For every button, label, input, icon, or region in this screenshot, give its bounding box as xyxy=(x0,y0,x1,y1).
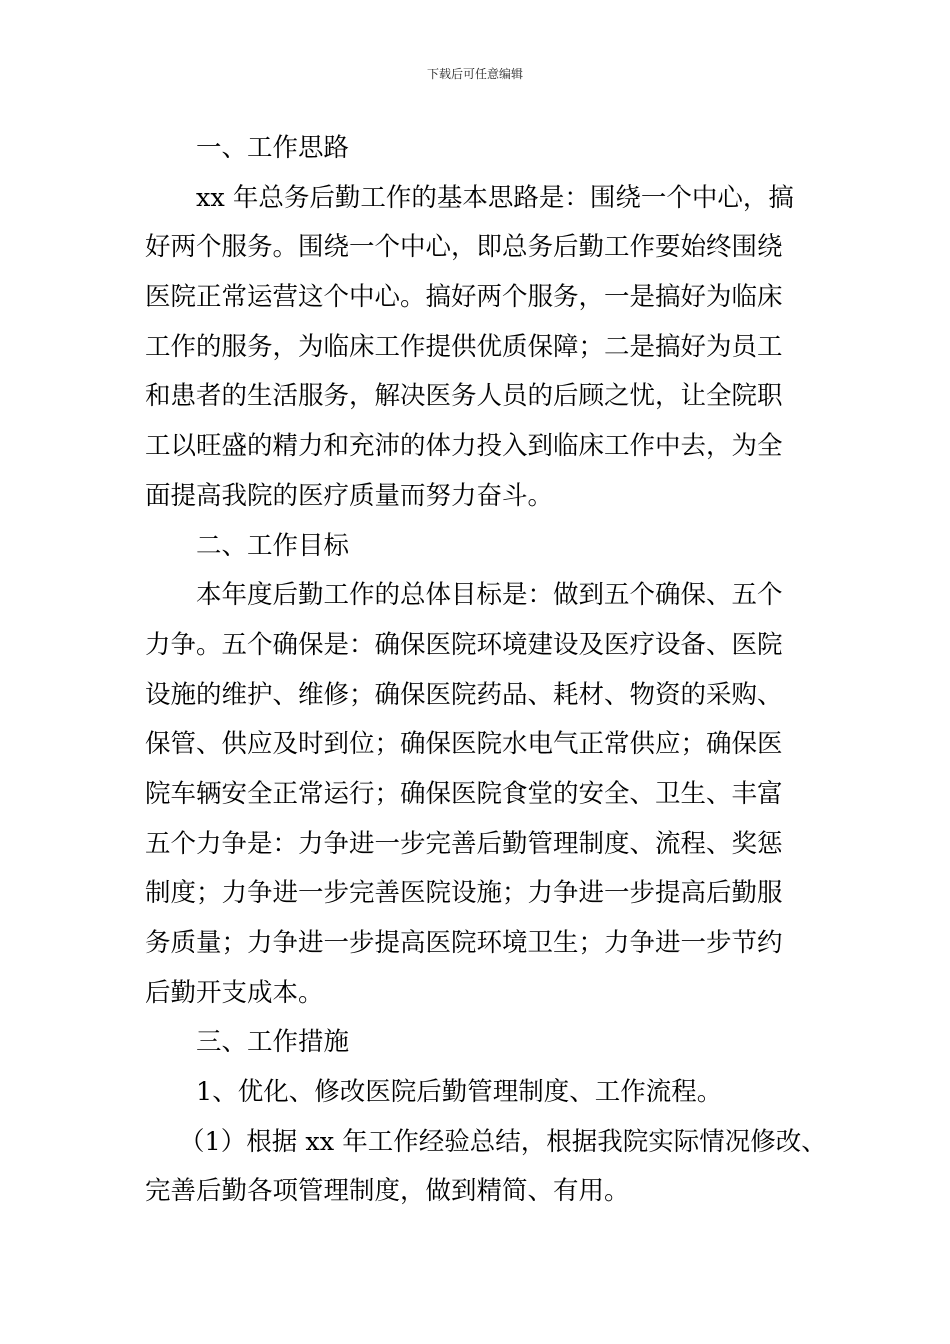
paragraph-line: 和患者的生活服务，解决医务人员的后顾之忧，让全院职 xyxy=(145,381,783,412)
paragraph-line: 工以旺盛的精力和充沛的体力投入到临床工作中去，为全 xyxy=(145,431,783,462)
paragraph-line: 五个力争是：力争进一步完善后勤管理制度、流程、奖惩 xyxy=(145,828,783,859)
paragraph-line: 完善后勤各项管理制度，做到精简、有用。 xyxy=(145,1176,630,1207)
paragraph-line: 面提高我院的医疗质量而努力奋斗。 xyxy=(145,480,554,511)
paragraph-line: 后勤开支成本。 xyxy=(145,977,324,1008)
paragraph-line: 本年度后勤工作的总体目标是：做到五个确保、五个 xyxy=(196,580,783,611)
paragraph-line: xx 年总务后勤工作的基本思路是：围绕一个中心，搞 xyxy=(196,182,794,213)
paragraph-line: （1）根据 xx 年工作经验总结，根据我院实际情况修改、 xyxy=(179,1126,827,1157)
paragraph-line: 工作的服务，为临床工作提供优质保障；二是搞好为员工 xyxy=(145,331,783,362)
paragraph-line: 制度；力争进一步完善医院设施；力争进一步提高后勤服 xyxy=(145,878,783,909)
section-heading-3: 三、工作措施 xyxy=(196,1027,350,1058)
paragraph-line: 院车辆安全正常运行；确保医院食堂的安全、卫生、丰富 xyxy=(145,778,783,809)
paragraph-line: 医院正常运营这个中心。搞好两个服务，一是搞好为临床 xyxy=(145,282,783,313)
list-item-heading: 1、优化、修改医院后勤管理制度、工作流程。 xyxy=(196,1077,723,1108)
paragraph-line: 力争。五个确保是：确保医院环境建设及医疗设备、医院 xyxy=(145,629,783,660)
paragraph-line: 设施的维护、维修；确保医院药品、耗材、物资的采购、 xyxy=(145,679,783,710)
section-heading-1: 一、工作思路 xyxy=(196,133,350,163)
paragraph-line: 好两个服务。围绕一个中心，即总务后勤工作要始终围绕 xyxy=(145,232,783,263)
page-header: 下载后可任意编辑 xyxy=(426,67,523,81)
section-heading-2: 二、工作目标 xyxy=(196,530,350,561)
paragraph-line: 保管、供应及时到位；确保医院水电气正常供应；确保医 xyxy=(145,729,783,760)
document-body xyxy=(145,124,827,1217)
paragraph-line: 务质量；力争进一步提高医院环境卫生；力争进一步节约 xyxy=(145,928,783,958)
